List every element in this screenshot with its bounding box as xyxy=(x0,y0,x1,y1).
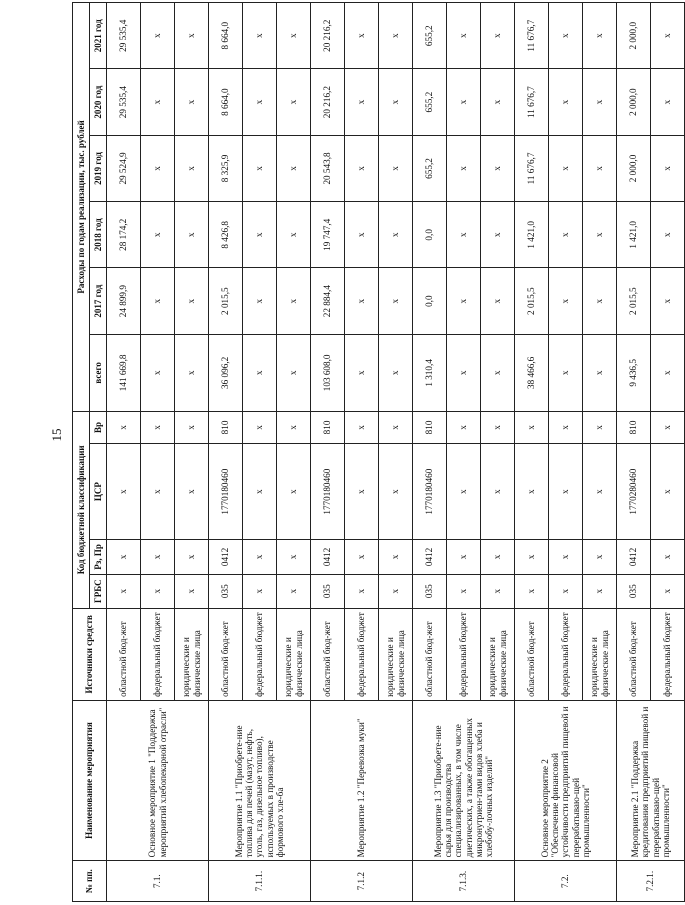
y2019-cell: х xyxy=(549,135,583,201)
y2018-cell: х xyxy=(379,202,413,268)
funding-source-cell: федеральный бюджет xyxy=(549,608,583,700)
y2021-cell: х xyxy=(379,3,413,69)
grbs-cell: х xyxy=(481,574,515,608)
grbs-cell: х xyxy=(379,574,413,608)
y2021-cell: х xyxy=(583,3,617,69)
total-cell: х xyxy=(277,334,311,411)
header-2019: 2019 год xyxy=(90,135,107,201)
y2020-cell: х xyxy=(583,69,617,135)
vr-cell: х xyxy=(175,411,209,443)
total-cell: х xyxy=(481,334,515,411)
row-number-cell: 7.2.1. xyxy=(617,861,685,902)
y2021-cell: х xyxy=(277,3,311,69)
header-csr: ЦСР xyxy=(90,444,107,540)
y2020-cell: х xyxy=(175,69,209,135)
y2017-cell: х xyxy=(345,268,379,334)
header-2018: 2018 год xyxy=(90,202,107,268)
y2018-cell: х xyxy=(141,202,175,268)
y2017-cell: 2 015,5 xyxy=(209,268,243,334)
y2021-cell: х xyxy=(243,3,277,69)
y2018-cell: х xyxy=(549,202,583,268)
y2021-cell: 655,2 xyxy=(413,3,447,69)
header-2021: 2021 год xyxy=(90,3,107,69)
total-cell: 141 669,8 xyxy=(107,334,141,411)
y2017-cell: х xyxy=(651,268,685,334)
y2017-cell: 2 015,5 xyxy=(617,268,651,334)
y2017-cell: 24 899,9 xyxy=(107,268,141,334)
csr-cell: х xyxy=(481,444,515,540)
y2020-cell: 2 000,0 xyxy=(617,69,651,135)
y2021-cell: х xyxy=(345,3,379,69)
y2018-cell: 8 426,8 xyxy=(209,202,243,268)
csr-cell: 1770180460 xyxy=(209,444,243,540)
vr-cell: 810 xyxy=(311,411,345,443)
funding-source-cell: федеральный бюджет xyxy=(141,608,175,700)
total-cell: х xyxy=(243,334,277,411)
csr-cell: х xyxy=(515,444,549,540)
measure-name-cell: Мероприятие 1.3 "Приобрете-ние сырья для производства специализированных, в том числе диетических, а также обогащенных микронутриен-тами видов хлеба и хлебобу-лочных изделий" xyxy=(413,700,515,861)
table-body xyxy=(107,3,685,902)
vr-cell: х xyxy=(141,411,175,443)
y2018-cell: х xyxy=(447,202,481,268)
funding-source-cell: юридические и физические лица xyxy=(175,608,209,700)
grbs-cell: х xyxy=(515,574,549,608)
vr-cell: х xyxy=(515,411,549,443)
table-row xyxy=(311,3,345,902)
row-number-cell: 7.1. xyxy=(107,861,209,902)
total-cell: 36 096,2 xyxy=(209,334,243,411)
y2018-cell: х xyxy=(651,202,685,268)
vr-cell: х xyxy=(651,411,685,443)
y2021-cell: 29 535,4 xyxy=(107,3,141,69)
budget-table xyxy=(72,2,685,902)
funding-source-cell: федеральный бюджет xyxy=(651,608,685,700)
measure-name-cell: Основное мероприятие 1 "Поддержка мероприятий хлебопекарной отрасли" xyxy=(107,700,209,861)
y2018-cell: х xyxy=(175,202,209,268)
header-rzpr: Рз, Пр xyxy=(90,540,107,574)
total-cell: 1 310,4 xyxy=(413,334,447,411)
y2021-cell: 20 216,2 xyxy=(311,3,345,69)
vr-cell: х xyxy=(549,411,583,443)
funding-source-cell: областной бюд-жет xyxy=(209,608,243,700)
y2017-cell: 22 884,4 xyxy=(311,268,345,334)
y2019-cell: х xyxy=(345,135,379,201)
y2018-cell: х xyxy=(277,202,311,268)
y2019-cell: х xyxy=(277,135,311,201)
grbs-cell: 035 xyxy=(413,574,447,608)
rzpr-cell: х xyxy=(379,540,413,574)
y2019-cell: 2 000,0 xyxy=(617,135,651,201)
y2019-cell: х xyxy=(583,135,617,201)
y2021-cell: 11 676,7 xyxy=(515,3,549,69)
header-name: Наименование мероприятия xyxy=(73,700,107,861)
y2020-cell: х xyxy=(481,69,515,135)
rzpr-cell: х xyxy=(651,540,685,574)
grbs-cell: х xyxy=(549,574,583,608)
funding-source-cell: юридические и физические лица xyxy=(481,608,515,700)
header-2017: 2017 год xyxy=(90,268,107,334)
csr-cell: 1770280460 xyxy=(617,444,651,540)
y2018-cell: 28 174,2 xyxy=(107,202,141,268)
y2019-cell: х xyxy=(141,135,175,201)
rzpr-cell: 0412 xyxy=(617,540,651,574)
csr-cell: х xyxy=(277,444,311,540)
vr-cell: 810 xyxy=(209,411,243,443)
total-cell: х xyxy=(379,334,413,411)
csr-cell: х xyxy=(583,444,617,540)
y2021-cell: х xyxy=(447,3,481,69)
y2019-cell: 20 543,8 xyxy=(311,135,345,201)
grbs-cell: х xyxy=(141,574,175,608)
y2019-cell: х xyxy=(447,135,481,201)
csr-cell: х xyxy=(447,444,481,540)
table-row xyxy=(107,3,141,902)
csr-cell: х xyxy=(379,444,413,540)
row-number-cell: 7.1.1. xyxy=(209,861,311,902)
total-cell: х xyxy=(583,334,617,411)
grbs-cell: х xyxy=(107,574,141,608)
funding-source-cell: областной бюд-жет xyxy=(413,608,447,700)
vr-cell: х xyxy=(379,411,413,443)
grbs-cell: х xyxy=(243,574,277,608)
funding-source-cell: федеральный бюджет xyxy=(243,608,277,700)
grbs-cell: 035 xyxy=(311,574,345,608)
y2019-cell: х xyxy=(481,135,515,201)
y2018-cell: 19 747,4 xyxy=(311,202,345,268)
y2018-cell: х xyxy=(345,202,379,268)
funding-source-cell: федеральный бюджет xyxy=(345,608,379,700)
csr-cell: х xyxy=(107,444,141,540)
csr-cell: х xyxy=(651,444,685,540)
y2020-cell: 20 216,2 xyxy=(311,69,345,135)
row-number-cell: 7.1.2 xyxy=(311,861,413,902)
total-cell: х xyxy=(175,334,209,411)
rotated-table-container xyxy=(70,0,673,905)
funding-source-cell: юридические и физические лица xyxy=(583,608,617,700)
total-cell: 9 436,5 xyxy=(617,334,651,411)
y2018-cell: х xyxy=(481,202,515,268)
header-grbs: ГРБС xyxy=(90,574,107,608)
funding-source-cell: юридические и физические лица xyxy=(379,608,413,700)
table-row xyxy=(515,3,549,902)
vr-cell: х xyxy=(583,411,617,443)
funding-source-cell: областной бюд-жет xyxy=(107,608,141,700)
table-row xyxy=(617,3,651,902)
y2021-cell: х xyxy=(549,3,583,69)
y2021-cell: х xyxy=(141,3,175,69)
vr-cell: х xyxy=(243,411,277,443)
y2017-cell: х xyxy=(447,268,481,334)
csr-cell: х xyxy=(345,444,379,540)
vr-cell: х xyxy=(277,411,311,443)
funding-source-cell: областной бюд-жет xyxy=(311,608,345,700)
table-row xyxy=(413,3,447,902)
y2020-cell: 655,2 xyxy=(413,69,447,135)
header-total: всего xyxy=(90,334,107,411)
rzpr-cell: х xyxy=(447,540,481,574)
y2017-cell: х xyxy=(583,268,617,334)
y2020-cell: х xyxy=(549,69,583,135)
y2020-cell: х xyxy=(447,69,481,135)
y2020-cell: х xyxy=(345,69,379,135)
y2020-cell: х xyxy=(379,69,413,135)
y2021-cell: х xyxy=(175,3,209,69)
rzpr-cell: х xyxy=(515,540,549,574)
rzpr-cell: х xyxy=(481,540,515,574)
y2017-cell: х xyxy=(379,268,413,334)
grbs-cell: х xyxy=(583,574,617,608)
y2017-cell: х xyxy=(549,268,583,334)
total-cell: 38 466,6 xyxy=(515,334,549,411)
y2018-cell: 1 421,0 xyxy=(617,202,651,268)
grbs-cell: х xyxy=(651,574,685,608)
grbs-cell: 035 xyxy=(617,574,651,608)
grbs-cell: х xyxy=(277,574,311,608)
vr-cell: х xyxy=(481,411,515,443)
table-row xyxy=(209,3,243,902)
header-code-group: Код бюджетной классификации xyxy=(73,411,90,608)
page-number: 15 xyxy=(49,428,64,442)
grbs-cell: х xyxy=(447,574,481,608)
y2018-cell: х xyxy=(243,202,277,268)
measure-name-cell: Мероприятие 1.2 "Перевозка муки" xyxy=(311,700,413,861)
csr-cell: х xyxy=(549,444,583,540)
rzpr-cell: х xyxy=(277,540,311,574)
funding-source-cell: областной бюд-жет xyxy=(515,608,549,700)
csr-cell: х xyxy=(141,444,175,540)
grbs-cell: х xyxy=(175,574,209,608)
y2020-cell: х xyxy=(141,69,175,135)
y2020-cell: 8 664,0 xyxy=(209,69,243,135)
csr-cell: х xyxy=(175,444,209,540)
y2019-cell: х xyxy=(243,135,277,201)
header-2020: 2020 год xyxy=(90,69,107,135)
rzpr-cell: х xyxy=(175,540,209,574)
y2020-cell: х xyxy=(243,69,277,135)
header-expense-group: Расходы по годам реализации, тыс. рублей xyxy=(73,3,90,412)
total-cell: 103 608,0 xyxy=(311,334,345,411)
rzpr-cell: х xyxy=(243,540,277,574)
total-cell: х xyxy=(447,334,481,411)
rzpr-cell: х xyxy=(549,540,583,574)
total-cell: х xyxy=(141,334,175,411)
csr-cell: 1770180460 xyxy=(311,444,345,540)
y2017-cell: 0,0 xyxy=(413,268,447,334)
header-vr: Вр xyxy=(90,411,107,443)
y2021-cell: 2 000,0 xyxy=(617,3,651,69)
rzpr-cell: 0412 xyxy=(209,540,243,574)
y2021-cell: 8 664,0 xyxy=(209,3,243,69)
y2017-cell: х xyxy=(277,268,311,334)
y2018-cell: х xyxy=(583,202,617,268)
funding-source-cell: юридические и физические лица xyxy=(277,608,311,700)
row-number-cell: 7.1.3. xyxy=(413,861,515,902)
y2019-cell: 8 325,9 xyxy=(209,135,243,201)
grbs-cell: х xyxy=(345,574,379,608)
vr-cell: 810 xyxy=(413,411,447,443)
measure-name-cell: Мероприятие 1.1 "Приобрете-ние топлива для печей (мазут, нефть, уголь, газ, дизельное топливо), используемых в производстве формового хле-ба xyxy=(209,700,311,861)
y2020-cell: 11 676,7 xyxy=(515,69,549,135)
rzpr-cell: х xyxy=(141,540,175,574)
vr-cell: х xyxy=(345,411,379,443)
y2019-cell: х xyxy=(379,135,413,201)
rzpr-cell: 0412 xyxy=(311,540,345,574)
total-cell: х xyxy=(345,334,379,411)
grbs-cell: 035 xyxy=(209,574,243,608)
y2020-cell: 29 535,4 xyxy=(107,69,141,135)
y2019-cell: х xyxy=(175,135,209,201)
y2017-cell: х xyxy=(141,268,175,334)
y2017-cell: х xyxy=(175,268,209,334)
csr-cell: 1770180460 xyxy=(413,444,447,540)
vr-cell: х xyxy=(447,411,481,443)
rzpr-cell: 0412 xyxy=(413,540,447,574)
y2019-cell: х xyxy=(651,135,685,201)
y2020-cell: х xyxy=(277,69,311,135)
y2017-cell: 2 015,5 xyxy=(515,268,549,334)
y2021-cell: х xyxy=(651,3,685,69)
measure-name-cell: Основное мероприятие 2 "Обеспечение финансовой устойчивости предприятий пищевой и перерабатываю-щей промышленности" xyxy=(515,700,617,861)
y2017-cell: х xyxy=(243,268,277,334)
funding-source-cell: областной бюд-жет xyxy=(617,608,651,700)
rzpr-cell: х xyxy=(583,540,617,574)
funding-source-cell: федеральный бюджет xyxy=(447,608,481,700)
total-cell: х xyxy=(651,334,685,411)
y2019-cell: 29 524,9 xyxy=(107,135,141,201)
vr-cell: х xyxy=(107,411,141,443)
total-cell: х xyxy=(549,334,583,411)
rzpr-cell: х xyxy=(345,540,379,574)
csr-cell: х xyxy=(243,444,277,540)
y2020-cell: х xyxy=(651,69,685,135)
y2019-cell: 655,2 xyxy=(413,135,447,201)
y2017-cell: х xyxy=(481,268,515,334)
rzpr-cell: х xyxy=(107,540,141,574)
y2021-cell: х xyxy=(481,3,515,69)
y2018-cell: 0,0 xyxy=(413,202,447,268)
header-num: № пп. xyxy=(73,861,107,902)
y2019-cell: 11 676,7 xyxy=(515,135,549,201)
row-number-cell: 7.2. xyxy=(515,861,617,902)
y2018-cell: 1 421,0 xyxy=(515,202,549,268)
measure-name-cell: Мероприятие 2.1 "Поддержка кредитования предприятий пищевой и перерабатываю-щей промышленности" xyxy=(617,700,685,861)
header-source: Источники средств xyxy=(73,608,107,700)
vr-cell: 810 xyxy=(617,411,651,443)
